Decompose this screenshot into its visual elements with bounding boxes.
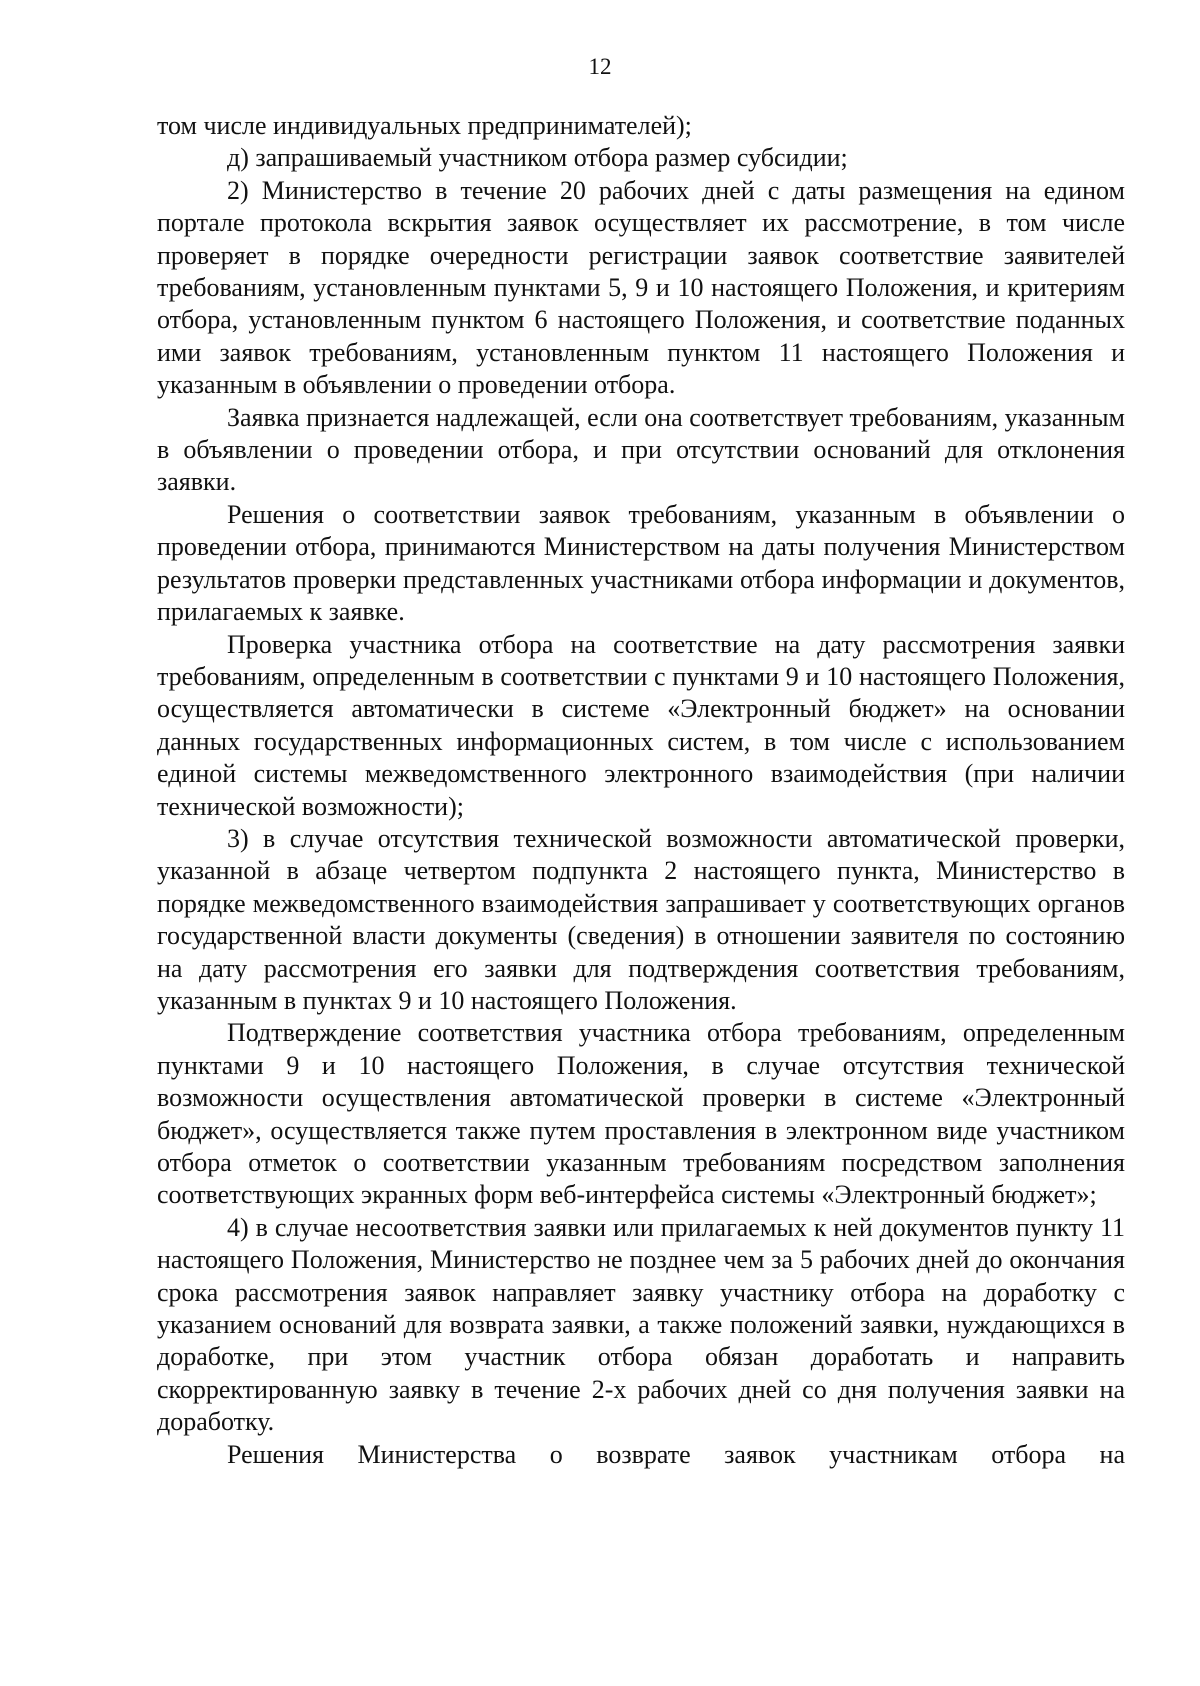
paragraph-application-proper: Заявка признается надлежащей, если она соответствует требованиям, указанным в объявлении о проведении отбора, и при отсутствии оснований для отклонения заявки. bbox=[157, 402, 1125, 497]
document-body bbox=[157, 110, 1125, 1471]
paragraph-return-decisions: Решения Министерства о возврате заявок участникам отбора на bbox=[227, 1439, 1125, 1469]
paragraph-subitem-d: д) запрашиваемый участником отбора размер субсидии; bbox=[227, 143, 848, 173]
paragraph-confirmation: Подтверждение соответствия участника отбора требованиям, определенным пунктами 9 и 10 настоящего Положения, в случае отсутствия технической возможности осуществления автоматической проверки в системе «Электронный бюджет», осуществляется также путем проставления в электронном виде участником отбора отметок о соответствии указанным требованиям посредством заполнения соответствующих экранных форм веб-интерфейса системы «Электронный бюджет»; bbox=[157, 1018, 1125, 1210]
paragraph-continuation: том числе индивидуальных предпринимателей); bbox=[157, 111, 692, 140]
page-number: 12 bbox=[588, 54, 612, 79]
paragraph-automatic-check: Проверка участника отбора на соответствие на дату рассмотрения заявки требованиям, определенным в соответствии с пунктами 9 и 10 настоящего Положения, осуществляется автоматически в системе «Электронный бюджет» на основании данных государственных информационных систем, в том числе с использованием единой системы межведомственного электронного взаимодействия (при наличии технической возможности); bbox=[157, 629, 1125, 821]
paragraph-item-4: 4) в случае несоответствия заявки или прилагаемых к ней документов пункту 11 настоящего Положения, Министерство не позднее чем за 5 рабочих дней до окончания срока рассмотрения заявок направляет заявку участнику отбора на доработку с указанием оснований для возврата заявки, а также положений заявки, нуждающихся в доработке, при этом участник отбора обязан доработать и направить скорректированную заявку в течение 2-х рабочих дней со дня получения заявки на доработку. bbox=[157, 1212, 1125, 1437]
paragraph-item-2: 2) Министерство в течение 20 рабочих дней с даты размещения на едином портале протокола вскрытия заявок осуществляет их рассмотрение, в том числе проверяет в порядке очередности регистрации заявок соответствие заявителей требованиям, установленным пунктами 5, 9 и 10 настоящего Положения, и критериям отбора, установленным пунктом 6 настоящего Положения, и соответствие поданных ими заявок требованиям, установленным пунктом 11 настоящего Положения и указанным в объявлении о проведении отбора. bbox=[157, 175, 1125, 400]
paragraph-compliance-decisions: Решения о соответствии заявок требованиям, указанным в объявлении о проведении отбора, принимаются Министерством на даты получения Министерством результатов проверки представленных участниками отбора информации и документов, прилагаемых к заявке. bbox=[157, 499, 1125, 627]
paragraph-item-3: 3) в случае отсутствия технической возможности автоматической проверки, указанной в абзаце четвертом подпункта 2 настоящего пункта, Министерство в порядке межведомственного взаимодействия запрашивает у соответствующих органов государственной власти документы (сведения) в отношении заявителя по состоянию на дату рассмотрения его заявки для подтверждения соответствия требованиям, указанным в пунктах 9 и 10 настоящего Положения. bbox=[157, 823, 1125, 1015]
